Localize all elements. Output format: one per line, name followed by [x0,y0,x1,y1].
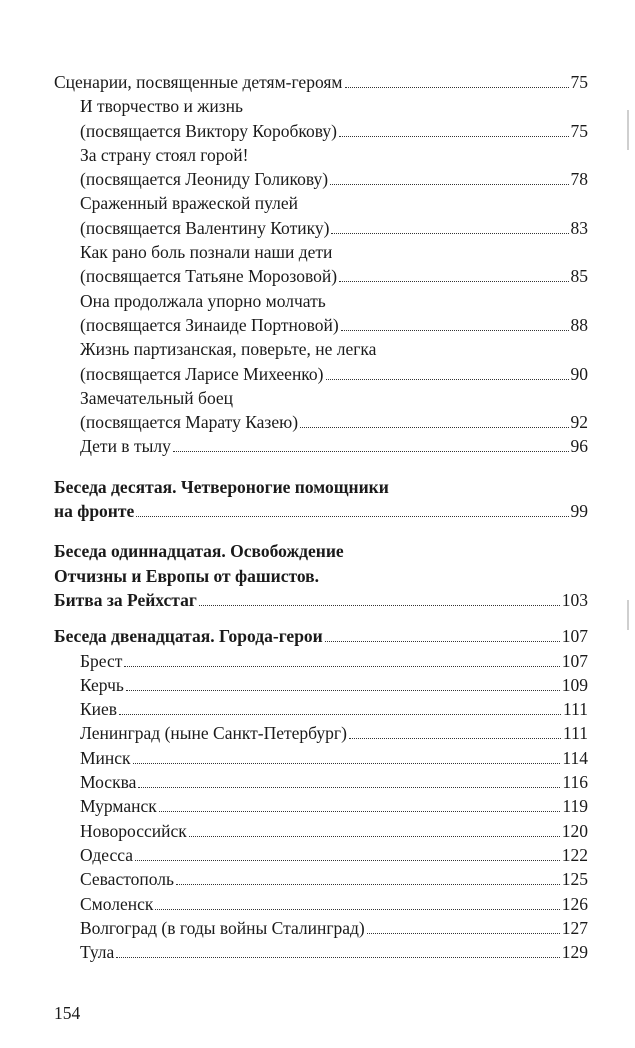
dot-leader [339,136,569,137]
toc-city-entry[interactable] [54,843,588,867]
toc-entry-page: 127 [561,917,588,938]
toc-entry-title: Дети в тылу [80,436,171,457]
toc-entry-page: 85 [570,266,588,287]
toc-entry-title: Севастополь [80,869,174,890]
toc-city-entry[interactable] [54,673,588,697]
toc-city-entry[interactable] [54,721,588,745]
toc-entry-title: Керчь [80,674,124,695]
toc-entry-page: 126 [561,893,588,914]
toc-entry-page: 92 [570,412,588,433]
toc-subentry-kazei[interactable] [54,410,588,434]
spacer [54,523,588,539]
toc-entry-title: Минск [80,747,131,768]
toc-entry-title: Москва [80,772,137,793]
dot-leader [176,884,560,885]
toc-entry-title: Сценарии, посвященные детям-героям [54,72,343,92]
toc-entry-title: (посвящается Ларисе Михеенко) [80,363,324,384]
toc-entry-page: 129 [561,942,588,963]
dot-leader [341,330,569,331]
dot-leader [349,738,561,739]
toc-entry-page: 122 [561,844,588,865]
dot-leader [331,233,568,234]
toc-entry-title: Новороссийск [80,820,187,841]
toc-subentry-title: Замечательный боец [80,387,234,408]
toc-city-entry[interactable] [54,916,588,940]
table-of-contents [54,70,588,964]
toc-chapter-talk-10[interactable] [54,499,588,523]
toc-city-entry[interactable] [54,867,588,891]
toc-entry-page: 111 [563,699,588,720]
toc-entry-page: 111 [563,723,588,744]
toc-entry-page: 120 [561,820,588,841]
dot-leader [325,641,560,642]
dot-leader [116,957,559,958]
toc-entry-page: 99 [570,501,588,522]
dot-leader [119,714,561,715]
toc-subentry-title: За страну стоял горой! [80,144,249,165]
toc-entry-page: 114 [562,747,588,768]
toc-subentry-portnova[interactable] [54,313,588,337]
toc-entry-page: 107 [561,626,588,647]
toc-city-entry[interactable] [54,819,588,843]
toc-subentry-title: И творчество и жизнь [80,96,244,117]
toc-entry-page: 103 [561,589,588,610]
dot-leader [159,811,561,812]
toc-city-entry[interactable] [54,746,588,770]
toc-entry-page: 107 [561,650,588,671]
toc-entry-page: 125 [561,869,588,890]
dot-leader [189,836,560,837]
toc-chapter-title: Отчизны и Европы от фашистов. [54,565,319,586]
dot-leader [173,451,569,452]
toc-entry-title: Битва за Рейхстаг [54,589,197,610]
dot-leader [136,516,568,517]
toc-city-entry[interactable] [54,940,588,964]
toc-subentry-kotik[interactable] [54,216,588,240]
toc-city-entry[interactable] [54,649,588,673]
toc-entry-title: Беседа двенадцатая. Города-герои [54,626,323,647]
toc-entry-title: Брест [80,650,123,671]
toc-entry-page: 75 [570,120,588,141]
scan-edge-mark [627,110,629,150]
toc-entry-title: (посвящается Татьяне Морозовой) [80,266,338,287]
toc-subentry-morozova[interactable] [54,264,588,288]
toc-chapter-title: Беседа одиннадцатая. Освобождение [54,541,344,562]
toc-entry-page: 119 [562,796,588,817]
toc-subentry-miheenko[interactable] [54,362,588,386]
toc-city-entry[interactable] [54,770,588,794]
toc-entry-title: Смоленск [80,893,154,914]
spacer [54,612,588,624]
toc-city-entry[interactable] [54,892,588,916]
toc-entry-title: (посвящается Марату Казею) [80,412,299,433]
spacer [54,459,588,475]
toc-city-entry[interactable] [54,794,588,818]
dot-leader [135,860,560,861]
toc-chapter-title: Беседа десятая. Четвероногие помощники [54,476,389,497]
toc-chapter-talk-11[interactable] [54,588,588,612]
dot-leader [339,281,568,282]
toc-subentry-golikov[interactable] [54,167,588,191]
toc-cities-list [54,649,588,965]
toc-entry-title: на фронте [54,501,135,522]
toc-entry-title: Тула [80,942,115,963]
toc-entry-page: 96 [570,436,588,457]
toc-entry-page: 116 [562,772,588,793]
toc-subentry-title: Она продолжала упорно молчать [80,290,326,311]
toc-entry-title: Одесса [80,844,134,865]
toc-entry-page: 75 [570,72,588,92]
toc-entry-title: (посвящается Зинаиде Портновой) [80,314,339,335]
page-number: 154 [54,1003,81,1023]
toc-entry-page: 78 [570,169,588,190]
dot-leader [199,605,560,606]
dot-leader [155,909,559,910]
dot-leader [124,666,559,667]
toc-entry-page: 83 [570,217,588,238]
toc-subentry-title: Жизнь партизанская, поверьте, не легка [80,339,377,360]
toc-city-entry[interactable] [54,697,588,721]
toc-subentry-title: Сраженный вражеской пулей [80,193,298,214]
toc-entry-title: (посвящается Виктору Коробкову) [80,120,337,141]
toc-entry-page: 88 [570,314,588,335]
dot-leader [138,787,560,788]
toc-entry-page: 109 [561,674,588,695]
dot-leader [326,379,569,380]
dot-leader [133,763,561,764]
toc-entry-scenarios[interactable] [54,70,588,94]
toc-entry-page: 90 [570,363,588,384]
dot-leader [345,87,569,88]
toc-subentry-korobkov[interactable] [54,119,588,143]
toc-subentry-title: Как рано боль познали наши дети [80,242,333,263]
toc-entry-title: Мурманск [80,796,157,817]
dot-leader [330,184,568,185]
scan-edge-mark [627,600,629,630]
toc-chapter-talk-12[interactable] [54,624,588,648]
toc-subentry-children-rear[interactable] [54,434,588,458]
toc-entry-title: (посвящается Леониду Голикову) [80,169,329,190]
toc-entry-title: Волгоград (в годы войны Сталинград) [80,917,365,938]
dot-leader [300,427,568,428]
toc-entry-title: Киев [80,699,118,720]
toc-entry-title: (посвящается Валентину Котику) [80,217,330,238]
dot-leader [126,690,560,691]
toc-entry-title: Ленинград (ныне Санкт-Петербург) [80,723,347,744]
dot-leader [367,933,560,934]
